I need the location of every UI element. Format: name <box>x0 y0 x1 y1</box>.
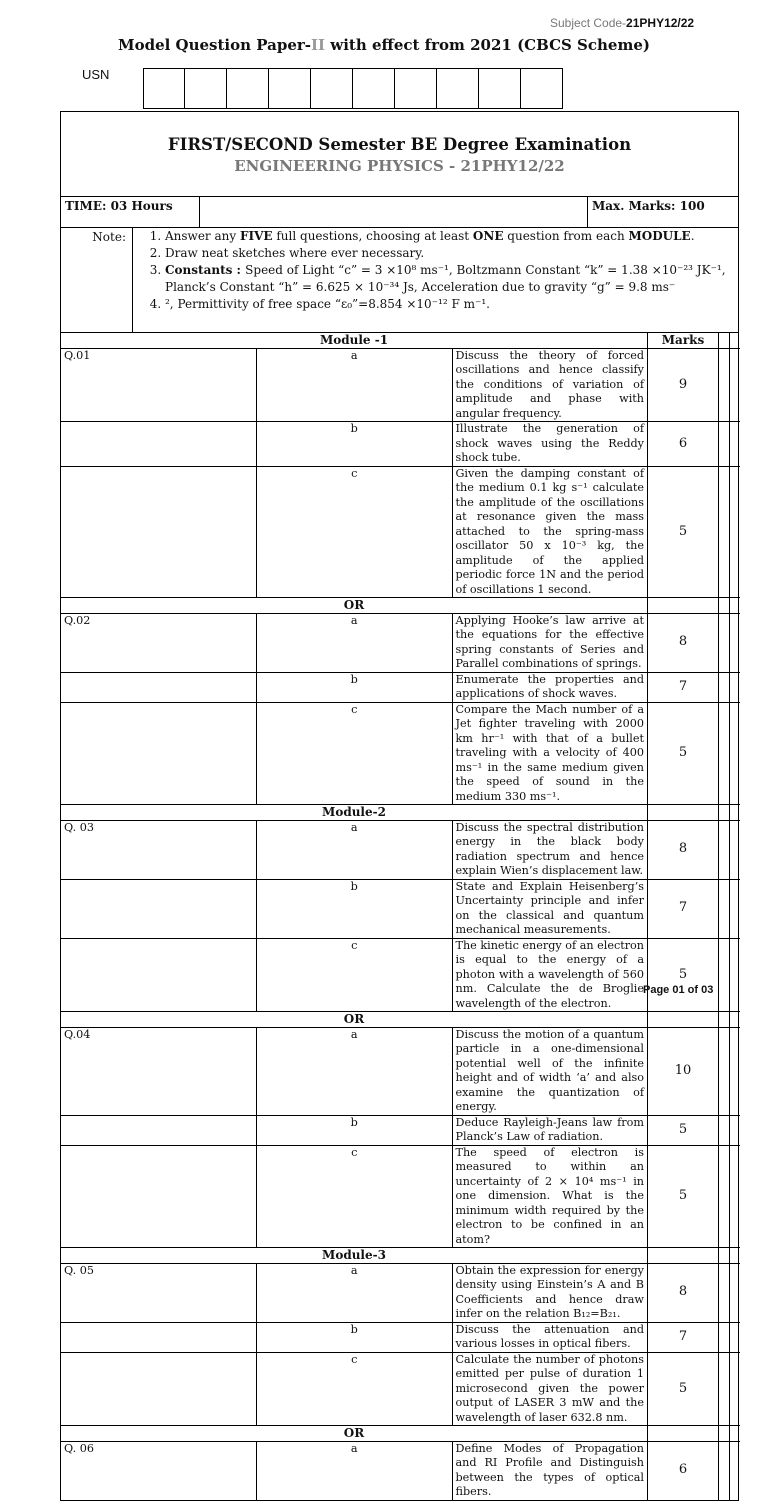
question-number: Q. 06 <box>61 1441 257 1500</box>
question-text: Discuss the motion of a quantum particle in a one-dimensional potential well of the infinite height and of width ‘a’ and also examine the quantization of energy. <box>452 1027 648 1115</box>
paper-title <box>0 36 768 54</box>
extra-column-cell <box>719 598 730 614</box>
module-title: Module-2 <box>61 805 648 821</box>
instruction-text: ONE <box>472 229 504 243</box>
extra-column-cell <box>719 466 730 598</box>
question-row <box>61 938 740 1012</box>
instruction-text: FIVE <box>239 229 273 243</box>
extra-column-cell <box>719 672 730 702</box>
extra-column-cell <box>730 879 741 938</box>
instruction-item <box>165 296 738 313</box>
question-row <box>61 1263 740 1322</box>
question-row <box>61 820 740 879</box>
extra-column-cell <box>719 422 730 467</box>
question-text: Illustrate the generation of shock waves using the Reddy shock tube. <box>452 422 648 467</box>
question-part: b <box>257 422 453 467</box>
question-number <box>61 938 257 1012</box>
question-text: Enumerate the properties and applications of shock waves. <box>452 672 648 702</box>
question-number <box>61 466 257 598</box>
question-marks: 7 <box>648 672 719 702</box>
extra-column-cell <box>719 879 730 938</box>
question-part: a <box>257 1263 453 1322</box>
exam-time: TIME: 03 Hours <box>61 197 200 227</box>
extra-column-cell <box>730 1352 741 1426</box>
question-number <box>61 1322 257 1352</box>
question-table <box>61 333 740 1500</box>
extra-column-cell <box>730 1012 741 1028</box>
question-part: b <box>257 1115 453 1145</box>
question-marks: 8 <box>648 613 719 672</box>
question-part: c <box>257 702 453 805</box>
instruction-text: MODULE <box>628 229 691 243</box>
question-number <box>61 1352 257 1426</box>
question-marks: 7 <box>648 879 719 938</box>
question-text: Compare the Mach number of a Jet fighter traveling with 2000 km hr⁻¹ with that of a bullet traveling with a velocity of 400 ms⁻¹ in the same medium given the speed of sound in the medium 330 ms⁻¹. <box>452 702 648 805</box>
question-number <box>61 879 257 938</box>
question-part: a <box>257 613 453 672</box>
extra-column-cell <box>719 348 730 422</box>
question-part: b <box>257 1322 453 1352</box>
instruction-list <box>133 228 738 332</box>
usn-digit-box[interactable] <box>269 68 311 109</box>
question-row <box>61 879 740 938</box>
extra-column-cell <box>730 1426 741 1442</box>
extra-column-cell <box>719 1012 730 1028</box>
extra-column-cell <box>719 333 730 348</box>
marks-cell-empty <box>648 1012 719 1028</box>
paper-title-suffix: with effect from 2021 (CBCS Scheme) <box>325 36 650 54</box>
paper-title-roman: II <box>311 36 326 54</box>
or-separator-row <box>61 1426 740 1442</box>
extra-column-cell <box>719 1263 730 1322</box>
extra-column-cell <box>730 466 741 598</box>
or-separator-row <box>61 598 740 614</box>
note-label: Note: <box>61 228 133 332</box>
or-separator: OR <box>61 598 648 614</box>
extra-column-cell <box>730 1263 741 1322</box>
question-number: Q.02 <box>61 613 257 672</box>
instruction-text: question from each <box>503 229 629 243</box>
question-text: Deduce Rayleigh-Jeans law from Planck’s Law of radiation. <box>452 1115 648 1145</box>
question-marks: 6 <box>648 1441 719 1500</box>
instruction-text: full questions, choosing at least <box>272 229 473 243</box>
or-separator: OR <box>61 1426 648 1442</box>
instruction-text: Speed of Light “c” = 3 ×10⁸ ms⁻¹, Boltzmann Constant “k” = 1.38 ×10⁻²³ JK⁻¹, Planck’s Constant “h” = 6.625 × 10⁻³⁴ Js, Acceleration due to gravity “g” = 9.8 ms⁻ <box>165 263 726 294</box>
question-number: Q.01 <box>61 348 257 422</box>
time-marks-row <box>61 197 738 228</box>
question-marks: 5 <box>648 1145 719 1248</box>
question-number <box>61 1145 257 1248</box>
extra-column-cell <box>719 938 730 1012</box>
question-row <box>61 702 740 805</box>
instruction-text: Constants : <box>165 263 246 277</box>
question-number: Q.04 <box>61 1027 257 1115</box>
subject-code-label: Subject Code- <box>550 16 627 30</box>
question-marks: 5 <box>648 938 719 1012</box>
question-row <box>61 422 740 467</box>
extra-column-cell <box>719 1115 730 1145</box>
question-text: Applying Hooke’s law arrive at the equations for the effective spring constants of Series and Parallel combinations of springs. <box>452 613 648 672</box>
time-row-spacer <box>200 197 588 227</box>
question-marks: 6 <box>648 422 719 467</box>
instruction-item <box>165 228 738 245</box>
extra-column-cell <box>719 702 730 805</box>
instruction-item <box>165 245 738 262</box>
question-number: Q. 05 <box>61 1263 257 1322</box>
question-text: Discuss the spectral distribution energy in the black body radiation spectrum and hence explain Wien’s displacement law. <box>452 820 648 879</box>
question-row <box>61 1027 740 1115</box>
subject-code <box>550 16 694 30</box>
usn-digit-box[interactable] <box>311 68 353 109</box>
extra-column-cell <box>730 348 741 422</box>
question-part: c <box>257 1145 453 1248</box>
subject-code-value: 21PHY12/22 <box>626 16 695 30</box>
usn-digit-box[interactable] <box>227 68 269 109</box>
or-separator-row <box>61 1012 740 1028</box>
question-text: State and Explain Heisenberg’s Uncertainty principle and infer on the classical and quantum mechanical measurements. <box>452 879 648 938</box>
marks-cell-empty <box>648 805 719 821</box>
extra-column-cell <box>730 1145 741 1248</box>
instructions <box>61 228 738 333</box>
question-marks: 5 <box>648 1115 719 1145</box>
extra-column-cell <box>730 938 741 1012</box>
exam-frame <box>60 111 739 1501</box>
question-text: The kinetic energy of an electron is equal to the energy of a photon with a wavelength of 560 nm. Calculate the de Broglie wavelength of the electron. <box>452 938 648 1012</box>
question-row <box>61 1352 740 1426</box>
paper-title-prefix: Model Question Paper- <box>117 36 312 54</box>
marks-cell-empty <box>648 598 719 614</box>
question-row <box>61 1115 740 1145</box>
extra-column-cell <box>719 1145 730 1248</box>
extra-column-cell <box>719 1248 730 1264</box>
module-title: Module -1 <box>61 333 648 348</box>
extra-column-cell <box>719 1322 730 1352</box>
question-row <box>61 613 740 672</box>
question-part: a <box>257 820 453 879</box>
extra-column-cell <box>719 1441 730 1500</box>
question-marks: 5 <box>648 702 719 805</box>
marks-cell-empty <box>648 1248 719 1264</box>
question-text: Calculate the number of photons emitted per pulse of duration 1 microsecond given the power output of LASER 3 mW and the wavelength of laser 632.8 nm. <box>452 1352 648 1426</box>
usn-digit-box[interactable] <box>143 68 185 109</box>
marks-cell-empty <box>648 1426 719 1442</box>
module-header-row <box>61 805 740 821</box>
question-number <box>61 672 257 702</box>
instruction-text: ², Permittivity of free space “ε₀”=8.854 ×10⁻¹² F m⁻¹. <box>165 297 490 311</box>
question-row <box>61 348 740 422</box>
question-marks: 8 <box>648 820 719 879</box>
extra-column-cell <box>730 1441 741 1500</box>
question-marks: 5 <box>648 1352 719 1426</box>
extra-column-cell <box>730 613 741 672</box>
usn-digit-box[interactable] <box>353 68 395 109</box>
extra-column-cell <box>730 1248 741 1264</box>
question-row <box>61 1145 740 1248</box>
question-number: Q. 03 <box>61 820 257 879</box>
usn-label: USN <box>82 67 110 82</box>
instruction-item <box>165 262 738 296</box>
question-number <box>61 422 257 467</box>
usn-boxes <box>143 68 563 109</box>
course-title: ENGINEERING PHYSICS - 21PHY12/22 <box>234 157 565 175</box>
extra-column-cell <box>730 1027 741 1115</box>
max-marks: Max. Marks: 100 <box>592 199 705 213</box>
question-text: Discuss the theory of forced oscillations and hence classify the conditions of variation of amplitude and phase with angular frequency. <box>452 348 648 422</box>
question-row <box>61 466 740 598</box>
question-row <box>61 1441 740 1500</box>
module-header-row <box>61 1248 740 1264</box>
instruction-text: Answer any <box>165 229 240 243</box>
instruction-text: . <box>690 229 695 243</box>
usn-digit-box[interactable] <box>437 68 479 109</box>
question-part: b <box>257 672 453 702</box>
question-part: c <box>257 938 453 1012</box>
question-marks: 10 <box>648 1027 719 1115</box>
question-marks: 5 <box>648 466 719 598</box>
question-marks: 8 <box>648 1263 719 1322</box>
question-text: Define Modes of Propagation and RI Profile and Distinguish between the types of optical fibers. <box>452 1441 648 1500</box>
exam-heading <box>61 112 738 197</box>
question-text: Discuss the attenuation and various losses in optical fibers. <box>452 1322 648 1352</box>
or-separator: OR <box>61 1012 648 1028</box>
extra-column-cell <box>730 1115 741 1145</box>
question-row <box>61 1322 740 1352</box>
exam-title: FIRST/SECOND Semester BE Degree Examination <box>167 135 632 154</box>
extra-column-cell <box>730 805 741 821</box>
usn-digit-box[interactable] <box>521 68 563 109</box>
marks-header: Marks <box>648 333 719 348</box>
question-number <box>61 702 257 805</box>
question-part: c <box>257 466 453 598</box>
question-part: b <box>257 879 453 938</box>
extra-column-cell <box>719 613 730 672</box>
usn-digit-box[interactable] <box>395 68 437 109</box>
module-title: Module-3 <box>61 1248 648 1264</box>
extra-column-cell <box>730 820 741 879</box>
extra-column-cell <box>730 702 741 805</box>
usn-digit-box[interactable] <box>479 68 521 109</box>
extra-column-cell <box>730 333 741 348</box>
question-part: a <box>257 348 453 422</box>
module-header-row <box>61 333 740 348</box>
question-marks: 7 <box>648 1322 719 1352</box>
extra-column-cell <box>719 1027 730 1115</box>
extra-column-cell <box>730 1322 741 1352</box>
question-number <box>61 1115 257 1145</box>
question-row <box>61 672 740 702</box>
question-part: c <box>257 1352 453 1426</box>
question-text: Obtain the expression for energy density using Einstein’s A and B Coefficients and hence draw infer on the relation B₁₂=B₂₁. <box>452 1263 648 1322</box>
instruction-text: Draw neat sketches where ever necessary. <box>165 246 425 260</box>
extra-column-cell <box>719 1352 730 1426</box>
extra-column-cell <box>730 598 741 614</box>
question-part: a <box>257 1027 453 1115</box>
page-number: Page 01 of 03 <box>643 984 714 996</box>
extra-column-cell <box>719 805 730 821</box>
extra-column-cell <box>719 1426 730 1442</box>
question-text: Given the damping constant of the medium 0.1 kg s⁻¹ calculate the amplitude of the oscillations at resonance given the mass attached to the spring-mass oscillator 50 x 10⁻³ kg, the amplitude of the applied periodic force 1N and the period of oscillations 1 second. <box>452 466 648 598</box>
extra-column-cell <box>719 820 730 879</box>
extra-column-cell <box>730 672 741 702</box>
extra-column-cell <box>730 422 741 467</box>
usn-digit-box[interactable] <box>185 68 227 109</box>
question-marks: 9 <box>648 348 719 422</box>
question-text: The speed of electron is measured to within an uncertainty of 2 × 10⁴ ms⁻¹ in one dimension. What is the minimum width required by the electron to be confined in an atom? <box>452 1145 648 1248</box>
question-part: a <box>257 1441 453 1500</box>
